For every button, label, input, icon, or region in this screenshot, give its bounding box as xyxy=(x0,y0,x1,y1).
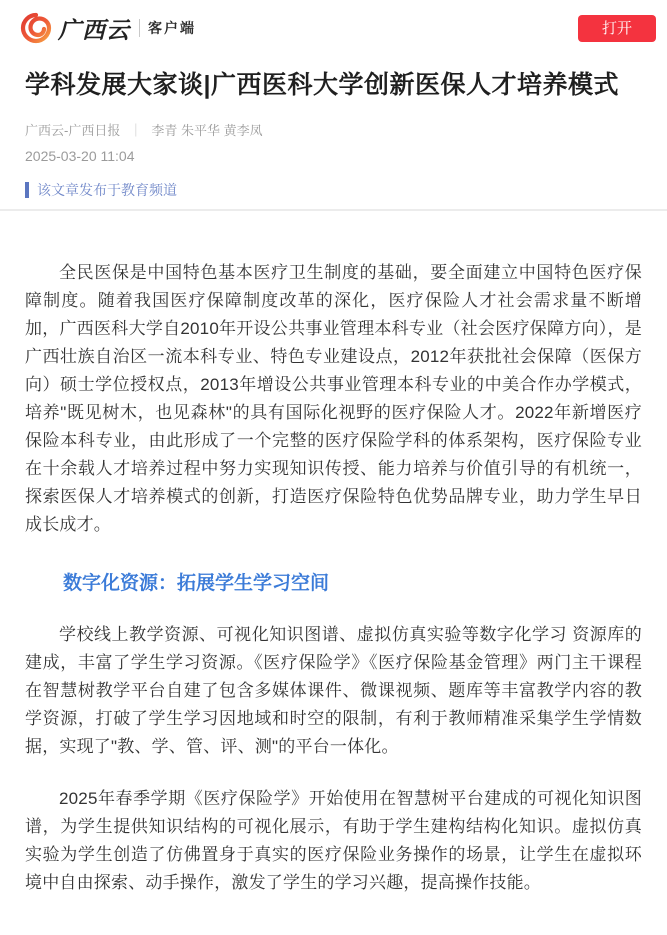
byline xyxy=(25,120,642,139)
app-banner xyxy=(0,0,667,56)
article-authors: 李青 朱平华 黄李凤 xyxy=(151,123,263,138)
logo-suffix-text: 客户端 xyxy=(148,20,196,36)
body-paragraph: 学校线上教学资源、可视化知识图谱、虚拟仿真实验等数字化学习 资源库的建成，丰富了学生学习资源。《医疗保险学》《医疗保险基金管理》两门主干课程在智慧树教学平台自建了包含多媒体课件、微课视频、题库等丰富教学内容的教学资源，打破了学生学习因地域和时空的限制，有利于教师精准采集学生学情数据，实现了"教、学、管、评、测"的平台一体化。 xyxy=(25,625,642,756)
publish-time: 2025-03-20 11:04 xyxy=(25,148,135,164)
byline-separator: ｜ xyxy=(129,123,143,138)
channel-notice-text: 该文章发布于教育频道 xyxy=(37,182,177,198)
logo-brand-text: 广西云 xyxy=(58,16,130,44)
logo-divider xyxy=(139,19,140,37)
channel-notice[interactable] xyxy=(25,180,642,200)
article-body xyxy=(0,211,667,935)
notice-accent-bar xyxy=(25,182,29,198)
guangxi-cloud-swirl-icon xyxy=(20,12,52,44)
article-title: 学科发展大家谈|广西医科大学创新医保人才培养模式 xyxy=(25,71,619,99)
body-paragraph: 全民医保是中国特色基本医疗卫生制度的基础，要全面建立中国特色医疗保障制度。随着我国医疗保障制度改革的深化，医疗保险人才社会需求量不断增加，广西医科大学自2010年开设公共事业管理本科专业（社会医疗保障方向），是广西壮族自治区一流本科专业、特色专业建设点，2012年获批社会保障（医保方向）硕士学位授权点，2013年增设公共事业管理本科专业的中美合作办学模式，培养"既见树木，也见森林"的具有国际化视野的医疗保险人才。2022年新增医疗保险本科专业，由此形成了一个完整的医疗保险学科的体系架构，医疗保险专业在十余载人才培养过程中努力实现知识传授、能力培养与价值引导的有机统一，探索医保人才培养模式的创新，打造医疗保险特色优势品牌专业，助力学生早日成长成才。 xyxy=(25,263,642,534)
section-heading: 数字化资源：拓展学生学习空间 xyxy=(63,573,330,594)
app-logo[interactable] xyxy=(20,12,196,45)
article-source: 广西云-广西日报 xyxy=(25,123,121,138)
article-header xyxy=(0,56,667,200)
body-paragraph: 2025年春季学期《医疗保险学》开始使用在智慧树平台建成的可视化知识图谱，为学生提供知识结构的可视化展示，有助于学生建构结构化知识。虚拟仿真实验为学生创造了仿佛置身于真实的医疗保险业务操作的场景，让学生在虚拟环境中自由探索、动手操作，激发了学生的学习兴趣，提高操作技能。 xyxy=(25,789,642,892)
open-app-button[interactable]: 打开 xyxy=(578,15,656,42)
